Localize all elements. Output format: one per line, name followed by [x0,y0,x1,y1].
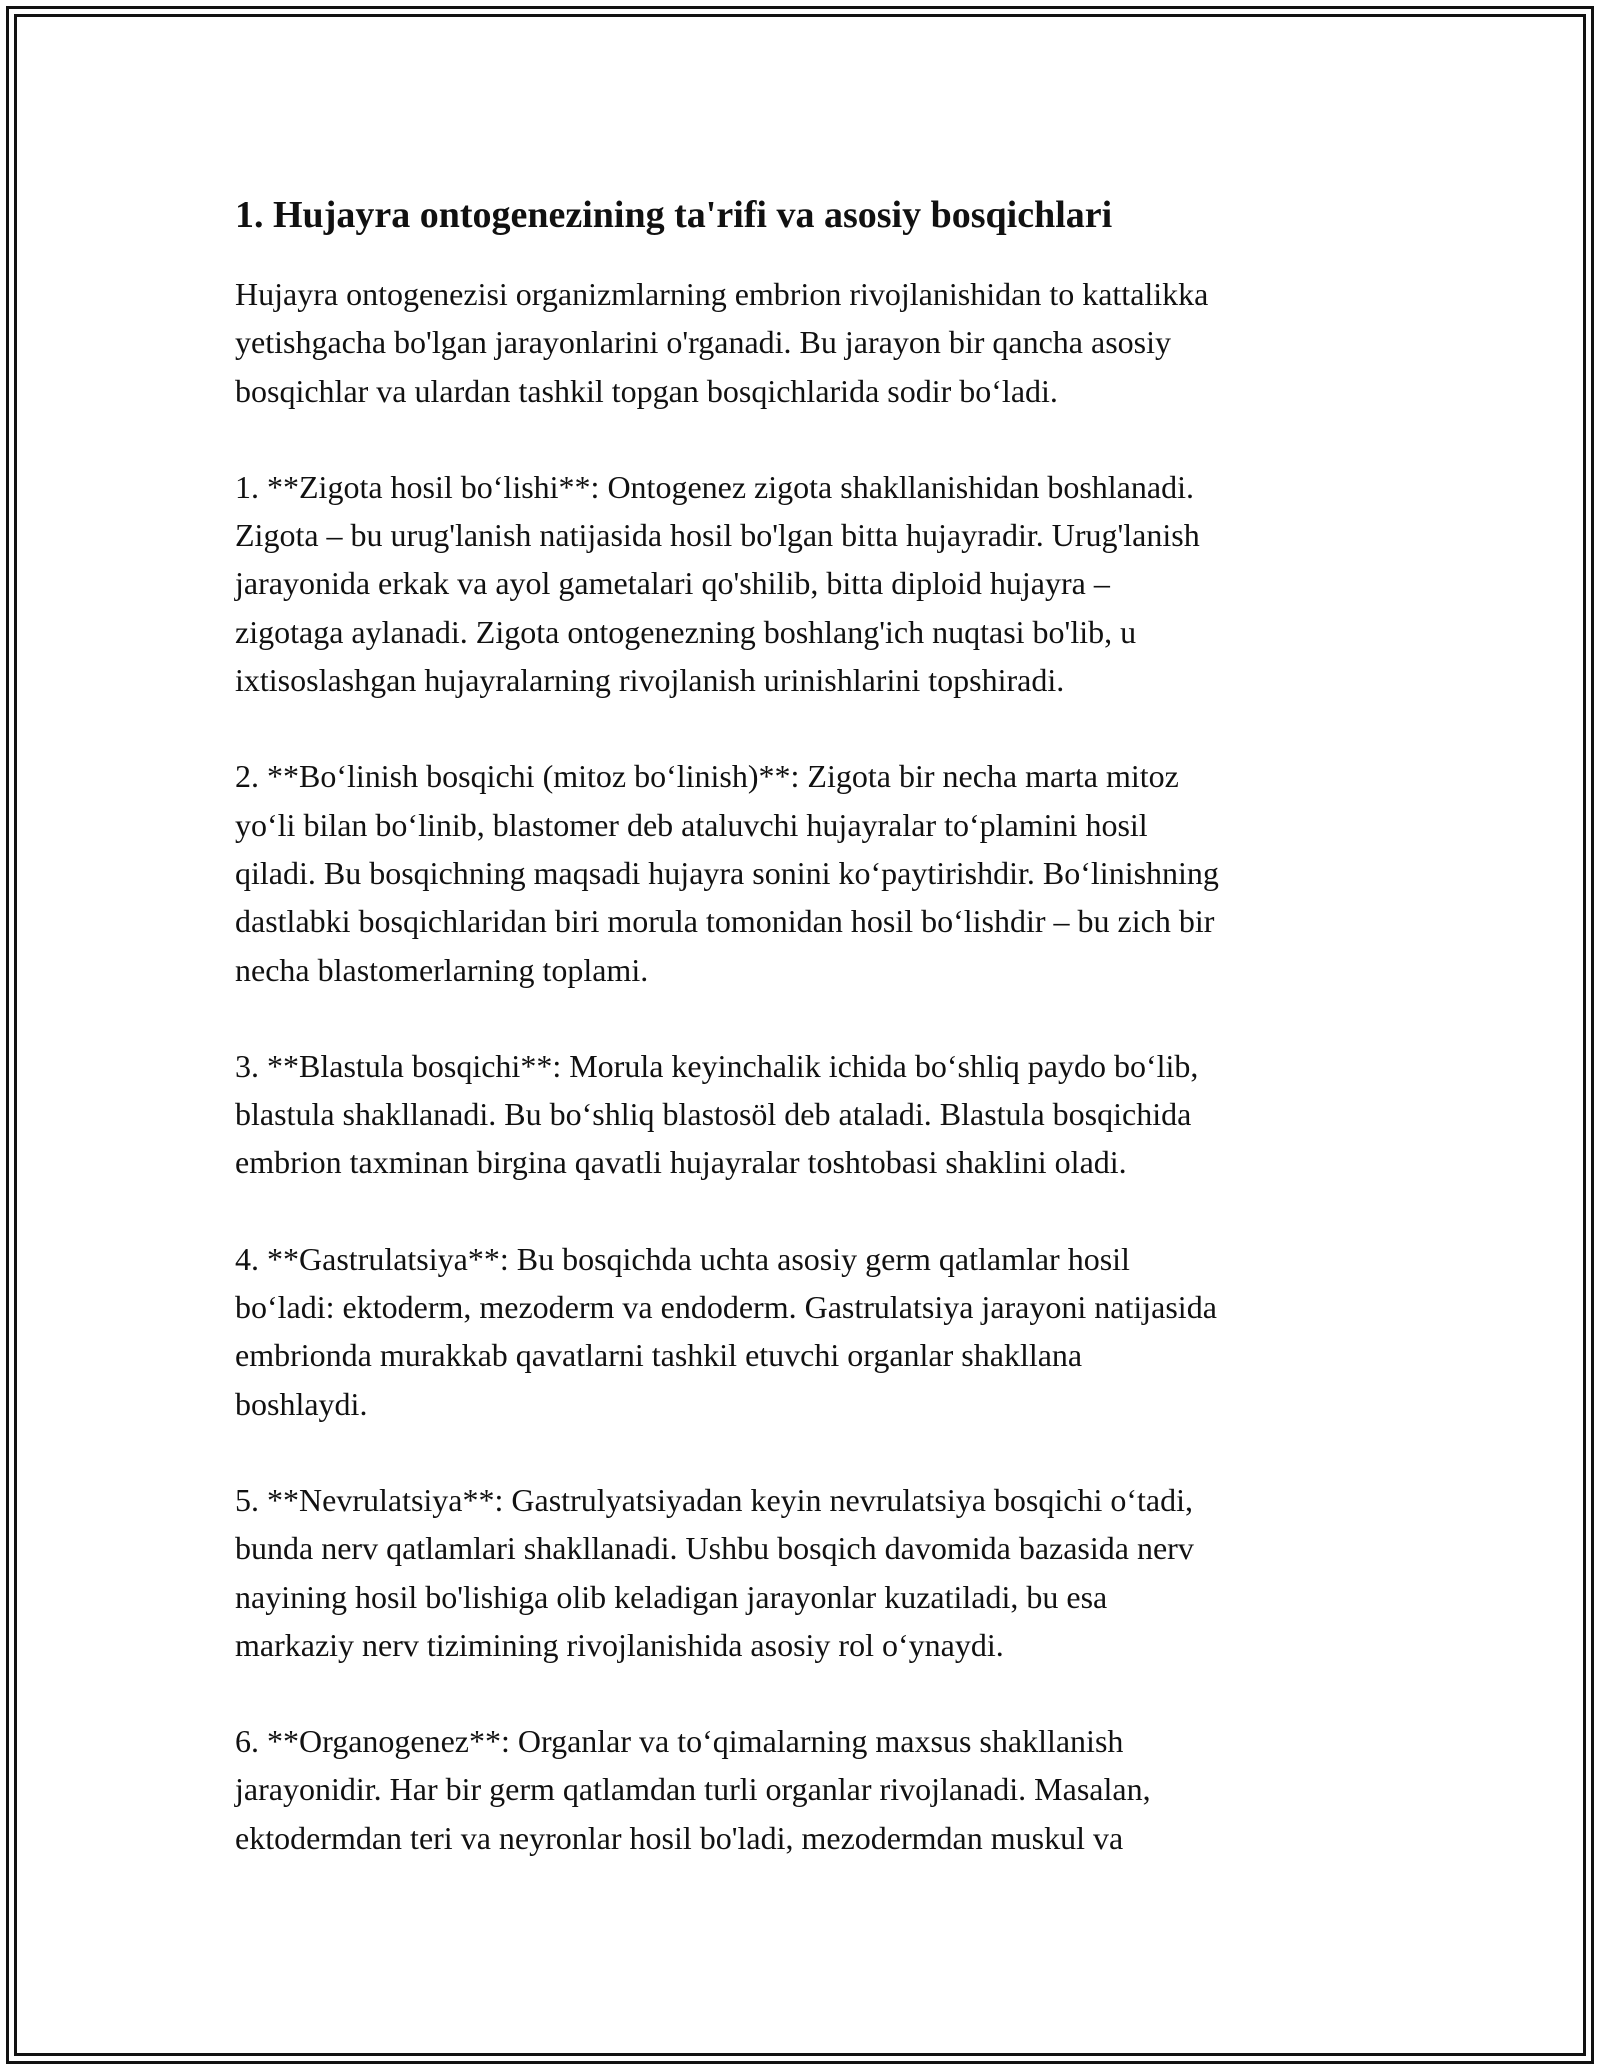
paragraph-blastula: 3. **Blastula bosqichi**: Morula keyinchalik ichida bo‘shliq paydo bo‘lib, blastula shakllanadi. Bu bo‘shliq blastosöl deb ataladi. Blastula bosqichida embrion taxminan birgina qavatli hujayralar toshtobasi shaklini oladi. [235,1047,1199,1181]
intro-paragraph: Hujayra ontogenezisi organizmlarning embrion rivojlanishidan to kattalikka yetishgacha bo'lgan jarayonlarini o'rganadi. Bu jarayon bir qancha asosiy bosqichlar va ulardan tashkil topgan bosqichlarida sodir bo‘ladi. [235,276,1209,409]
paragraph-organogenez: 6. **Organogenez**: Organlar va to‘qimalarning maxsus shakllanish jarayonidir. Har bir germ qatlamdan turli organlar rivojlanadi. Masalan, ektodermdan teri va neyronlar hosil bo'ladi, mezodermdan muskul va [235,1723,1151,1856]
paragraph-zigota: 1. **Zigota hosil bo‘lishi**: Ontogenez zigota shakllanishidan boshlanadi. Zigota – bu urug'lanish natijasida hosil bo'lgan bitta hujayradir. Urug'lanish jarayonida erkak va ayol gametalari qo'shilib, bitta diploid hujayra – zigotaga aylanadi. Zigota ontogenezning boshlang'ich nuqtasi bo'lib, u ixtisoslashgan hujayralarning rivojlanish urinishlarini topshiradi. [235,468,1200,699]
paragraph-nevrulatsiya: 5. **Nevrulatsiya**: Gastrulyatsiyadan keyin nevrulatsiya bosqichi o‘tadi, bunda nerv qatlamlari shakllanadi. Ushbu bosqich davomida bazasida nerv nayining hosil bo'lishiga olib keladigan jarayonlar kuzatiladi, bu esa markaziy nerv tizimining rivojlanishida asosiy rol o‘ynaydi. [235,1481,1194,1663]
paragraph-gastrulatsiya: 4. **Gastrulatsiya**: Bu bosqichda uchta asosiy germ qatlamlar hosil bo‘ladi: ektoderm, mezoderm va endoderm. Gastrulatsiya jarayoni natijasida embrionda murakkab qavatlarni tashkil etuvchi organlar shakllana boshlaydi. [235,1240,1217,1422]
document-body [235,190,1375,1910]
section-heading: 1. Hujayra ontogenezining ta'rifi va asosiy bosqichlari [235,194,1113,236]
paragraph-bolinish: 2. **Bo‘linish bosqichi (mitoz bo‘linish)**: Zigota bir necha marta mitoz yo‘li bilan bo‘linib, blastomer deb ataluvchi hujayralar to‘plamini hosil qiladi. Bu bosqichning maqsadi hujayra sonini ko‘paytirishdir. Bo‘linishning dastlabki bosqichlaridan biri morula tomonidan hosil bo‘lishdir – bu zich bir necha blastomerlarning toplami. [235,758,1219,988]
